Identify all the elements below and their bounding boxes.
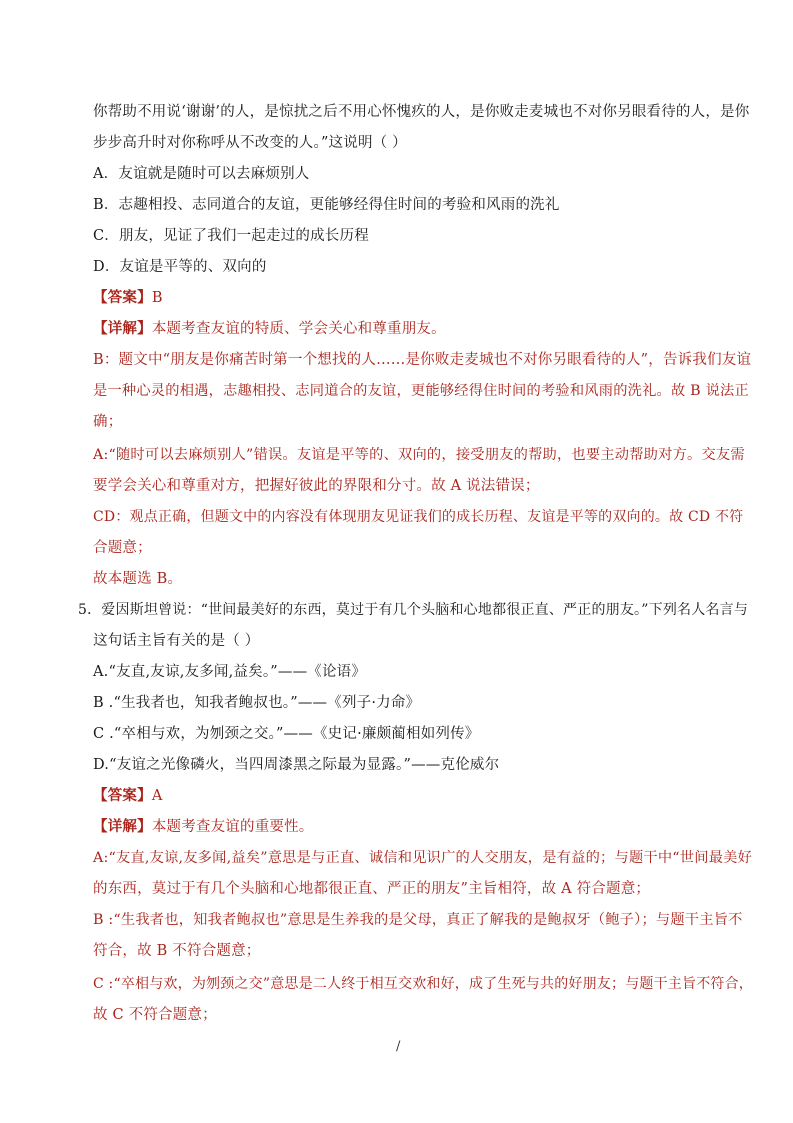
- q5-option-a: A.“友直,友谅,友多闻,益矣。”——《论语》: [93, 664, 367, 680]
- answer-tag: 【答案】: [93, 289, 152, 306]
- q4-explanation-b-line1: B：题文中“朋友是你痛苦时第一个想找的人……是你败走麦城也不对你另眼看待的人”，告诉我们友谊: [93, 352, 752, 368]
- detail-intro: 本题考查友谊的特质、学会关心和尊重朋友。: [151, 321, 446, 337]
- q4-option-b: B．志趣相投、志同道合的友谊，更能够经得住时间的考验和风雨的洗礼: [93, 197, 560, 213]
- detail-intro: 本题考查友谊的重要性。: [151, 819, 314, 835]
- q4-conclusion: 故本题选 B。: [93, 571, 183, 587]
- q5-option-b: B .“生我者也，知我者鲍叔也。”——《列子·力命》: [93, 695, 421, 711]
- detail-tag: 【详解】: [93, 320, 152, 337]
- q4-option-a: A．友谊就是随时可以去麻烦别人: [93, 166, 310, 182]
- q5-answer: [93, 786, 162, 806]
- q4-explanation-a-line2: 要学会关心和尊重对方，把握好彼此的界限和分寸。故 A 说法错误；: [93, 478, 540, 494]
- page-number: /: [396, 1039, 401, 1054]
- q4-explanation-b-line3: 确；: [93, 414, 123, 430]
- q4-answer: [93, 288, 163, 308]
- q4-detail: [93, 319, 446, 339]
- q4-explanation-cd-line1: CD：观点正确，但题文中的内容没有体现朋友见证我们的成长历程、友谊是平等的双向的。故 CD 不符: [93, 509, 744, 525]
- q4-explanation-a-line1: A:“随时可以去麻烦别人”错误。友谊是平等的、双向的，接受朋友的帮助，也要主动帮助对方。交友需: [93, 447, 745, 463]
- q4-option-d: D．友谊是平等的、双向的: [93, 259, 267, 275]
- q5-detail: [93, 817, 314, 837]
- q4-stem-line2: 步步高升时对你称呼从不改变的人。”这说明（ ）: [93, 135, 407, 151]
- answer-tag: 【答案】: [93, 787, 152, 804]
- q5-explanation-b-line1: B :“生我者也，知我者鲍叔也”意思是生养我的是父母，真正了解我的是鲍叔牙（鲍子）；与题干主旨不: [93, 912, 743, 928]
- q5-explanation-a-line1: A:“友直,友谅,友多闻,益矣”意思是与正直、诚信和见识广的人交朋友，是有益的；与题干中“世间最美好: [93, 850, 753, 866]
- q5-option-c: C .“卒相与欢，为刎颈之交。”——《史记·廉颇蔺相如列传》: [93, 726, 480, 742]
- q5-option-d: D.“友谊之光像磷火，当四周漆黑之际最为显露。”——克伦威尔: [93, 757, 500, 773]
- q5-explanation-c-line2: 故 C 不符合题意；: [93, 1007, 217, 1023]
- q5-explanation-a-line2: 的东西，莫过于有几个头脑和心地都很正直、严正的朋友”主旨相符，故 A 符合题意；: [93, 881, 651, 897]
- q4-stem-line1: 你帮助不用说‘谢谢’的人，是惊扰之后不用心怀愧疚的人，是你败走麦城也不对你另眼看待的人，是你: [93, 104, 750, 120]
- q5-stem-line2: 这句话主旨有关的是（ ）: [93, 633, 260, 649]
- q5-explanation-c-line1: C :“卒相与欢，为刎颈之交”意思是二人终于相互交欢和好，成了生死与共的好朋友；与题干主旨不符合，: [93, 976, 753, 992]
- q4-option-c: C．朋友，见证了我们一起走过的成长历程: [93, 228, 369, 244]
- answer-value: A: [151, 788, 163, 804]
- answer-value: B: [151, 290, 163, 306]
- q4-explanation-b-line2: 是一种心灵的相遇，志趣相投、志同道合的友谊，更能够经得住时间的考验和风雨的洗礼。故 B 说法正: [93, 383, 749, 399]
- q4-explanation-cd-line2: 合题意；: [93, 540, 152, 556]
- q5-stem-line1: 5．爱因斯坦曾说：“世间最美好的东西，莫过于有几个头脑和心地都很正直、严正的朋友。”下列名人名言与: [78, 602, 749, 618]
- q5-explanation-b-line2: 符合，故 B 不符合题意；: [93, 943, 261, 959]
- detail-tag: 【详解】: [93, 818, 152, 835]
